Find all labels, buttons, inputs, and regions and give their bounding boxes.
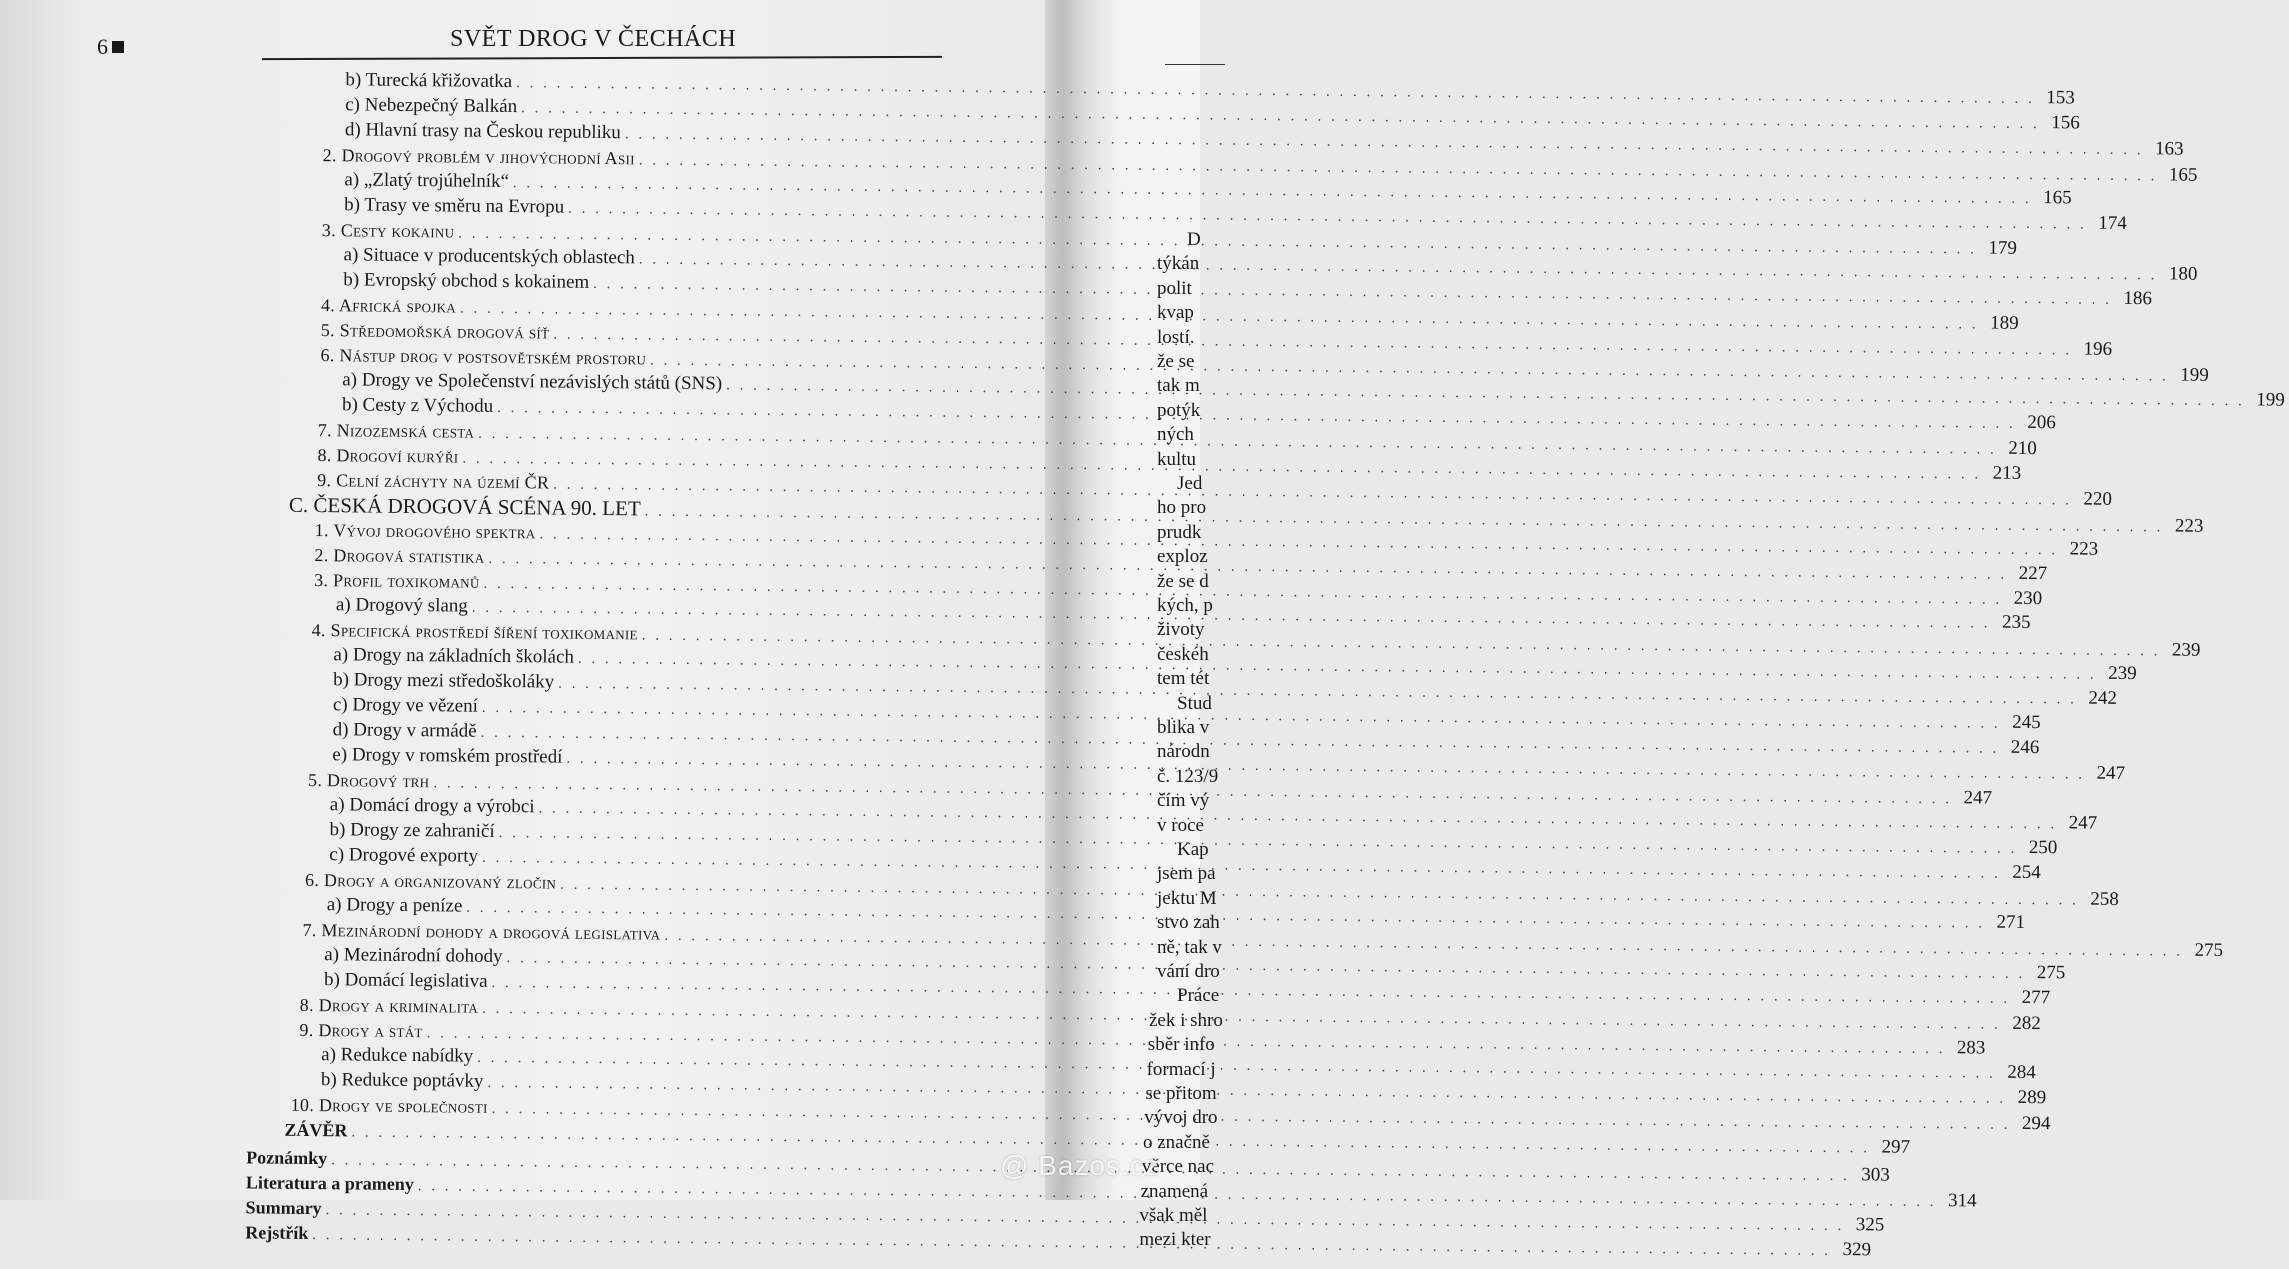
toc-entry-label: d) Hlavní trasy na Českou republiku — [344, 119, 621, 144]
right-page-line: vývoj dro — [1144, 1107, 1218, 1129]
toc-entry-label: a) Domácí drogy a výrobci — [329, 794, 535, 818]
toc-entry-page: 275 — [2036, 962, 2066, 984]
toc-entry-page: 213 — [1992, 462, 2022, 484]
toc-entry-label: b) Turecká křižovatka — [345, 69, 513, 93]
toc-entry-label: 9. Celní záchyty na území ČR — [317, 470, 550, 493]
right-page-line: věrce nac — [1141, 1156, 1215, 1178]
right-page-line: jsem pa — [1157, 863, 1216, 885]
toc-entry-page: 254 — [2012, 861, 2041, 884]
toc-entry-label: a) „Zlatý trojúhelník“ — [344, 169, 510, 193]
toc-entry-page: 275 — [2194, 939, 2224, 962]
right-page-line: blika v — [1157, 717, 1210, 738]
toc-entry-label: c) Nebezpečný Balkán — [345, 94, 518, 118]
right-page-line: tem tét — [1157, 668, 1210, 690]
toc-entry-label: a) Redukce nabídky — [321, 1044, 474, 1067]
toc-entry-label: 1. Vývoj drogového spektra — [314, 520, 536, 543]
toc-entry-label: b) Domácí legislativa — [323, 969, 488, 992]
right-page-line: českéh — [1157, 643, 1209, 665]
right-page-line: ných — [1157, 424, 1194, 446]
toc-entry-page: 258 — [2090, 888, 2119, 910]
toc-entry-page: 199 — [2180, 364, 2209, 386]
toc-entry-label: a) Mezinárodní dohody — [324, 944, 503, 967]
right-page-line: č. 123/9 — [1157, 765, 1219, 787]
toc-entry-page: 247 — [1963, 787, 1993, 809]
toc-entry-label: 8. Drogoví kurýři — [317, 445, 459, 467]
right-page-line: však měl — [1139, 1205, 1208, 1226]
toc-entry-page: 156 — [2051, 112, 2080, 134]
toc-entry-page: 297 — [1881, 1136, 1911, 1158]
toc-entry-page: 206 — [2027, 411, 2056, 434]
right-page-line: jektu M — [1157, 887, 1217, 909]
right-page-line: Stud — [1177, 692, 1212, 714]
right-page-line: že se — [1157, 351, 1195, 372]
right-page-line: vání dro — [1157, 961, 1220, 982]
toc-entry-label: 5. Drogový trh — [307, 769, 430, 792]
toc-entry-page: 289 — [2017, 1086, 2047, 1109]
toc-entry-label: 6. Drogy a organizovaný zločin — [304, 869, 557, 893]
toc-entry-page: 282 — [2012, 1012, 2041, 1035]
toc-entry-page: 230 — [2013, 587, 2043, 610]
toc-entry-page: 303 — [1861, 1164, 1890, 1186]
toc-entry-page: 196 — [2083, 338, 2113, 360]
toc-entry-page: 235 — [2001, 611, 2031, 633]
toc-entry-label: b) Cesty z Východu — [341, 394, 494, 417]
toc-entry-page: 250 — [2028, 836, 2058, 859]
toc-entry-page: 165 — [2043, 187, 2072, 209]
toc-entry-page: 277 — [2021, 986, 2051, 1009]
toc-entry-label: Poznámky — [246, 1147, 328, 1169]
toc-entry-page: 271 — [1996, 911, 2026, 933]
right-page-line: exploz — [1157, 546, 1208, 568]
toc-entry-label: 9. Drogy a stát — [299, 1019, 423, 1042]
toc-entry-label: 2. Drogová statistika — [314, 545, 485, 567]
right-page-line: národn — [1157, 741, 1210, 763]
toc-entry-page: 186 — [2123, 287, 2153, 310]
right-page-line: Jed — [1177, 473, 1203, 494]
toc-entry-page: 283 — [1956, 1037, 1986, 1059]
toc-entry-page: 163 — [2154, 138, 2184, 160]
toc-entry-page: 220 — [2083, 488, 2113, 510]
toc-entry-page: 199 — [2256, 389, 2285, 411]
toc-entry-label: ZÁVĚR — [284, 1119, 348, 1141]
toc-entry-label: C. ČESKÁ DROGOVÁ SCÉNA 90. LET — [288, 492, 641, 521]
toc-entry-page: 223 — [2174, 515, 2204, 537]
toc-entry-label: b) Drogy mezi středoškoláky — [333, 669, 555, 693]
toc-entry-label: a) Drogy na základních školách — [333, 644, 575, 668]
toc-entry-page: 314 — [1947, 1190, 1977, 1212]
toc-entry-page: 189 — [1990, 312, 2019, 334]
toc-entry-page: 325 — [1855, 1214, 1885, 1236]
toc-entry-label: 3. Cesty kokainu — [321, 220, 455, 242]
toc-entry-page: 227 — [2018, 562, 2048, 585]
toc-entry-page: 294 — [2021, 1112, 2051, 1135]
right-page-line: žek i shro — [1149, 1009, 1223, 1031]
toc-entry-label: 5. Středomořská drogová síť — [320, 320, 550, 343]
running-head-title: SVĚT DROG V ČECHÁCH — [450, 26, 737, 52]
right-page-line: kých, p — [1157, 595, 1213, 616]
right-page-line: znamená — [1140, 1180, 1209, 1202]
right-page-line: tak m — [1157, 375, 1200, 397]
right-page-line: polit — [1157, 277, 1192, 299]
right-page-line: potýk — [1157, 399, 1201, 421]
right-page-line: kvap — [1157, 302, 1194, 324]
toc-entry-page: 165 — [2168, 164, 2198, 186]
toc-entry-label: c) Drogy ve vězení — [332, 694, 479, 717]
toc-entry-label: d) Drogy v armádě — [332, 719, 477, 742]
toc-entry-page: 180 — [2168, 263, 2198, 285]
toc-entry-label: Summary — [245, 1197, 322, 1219]
toc-entry-label: a) Drogový slang — [335, 594, 468, 617]
right-page-line: ně, tak v — [1157, 936, 1222, 958]
toc-entry-page: 247 — [2096, 762, 2126, 784]
page-number: 6 — [97, 34, 124, 60]
toc-entry-label: 7. Mezinárodní dohody a drogová legislativa — [302, 919, 661, 944]
right-page-line: Kap — [1177, 839, 1209, 860]
toc-entry-page: 239 — [2171, 639, 2201, 661]
right-page-line: sběr info — [1147, 1034, 1215, 1056]
right-page-line: stvo zah — [1157, 912, 1220, 934]
toc-entry-page: 210 — [2008, 437, 2037, 460]
right-page-line: Práce — [1177, 985, 1220, 1007]
right-page-line: formací j — [1146, 1058, 1216, 1080]
toc-entry-page: 174 — [2098, 212, 2127, 234]
toc-entry-label: a) Drogy ve Společenství nezávislých států (SNS) — [342, 369, 723, 395]
toc-entry-label: 3. Profil toxikomanů — [314, 570, 480, 592]
toc-entry-label: 10. Drogy ve společnosti — [290, 1094, 488, 1117]
toc-entry-label: a) Drogy a peníze — [326, 894, 463, 917]
right-page-line: mezi kter — [1139, 1229, 1211, 1251]
right-page-line: že se d — [1157, 570, 1209, 592]
toc-entry-label: 2. Drogový problém v jihovýchodní Asii — [322, 145, 635, 169]
toc-entry-label: 7. Nizozemská cesta — [317, 420, 475, 442]
right-page-line: prudk — [1157, 521, 1202, 543]
right-page-line: životy — [1157, 619, 1205, 641]
watermark: @ Bazos.cz — [1000, 1150, 1160, 1181]
toc-entry-page: 284 — [2007, 1061, 2036, 1084]
right-page-line: kultu — [1157, 448, 1197, 470]
right-page-line: ho pro — [1157, 497, 1207, 519]
toc-entry-page: 153 — [2046, 87, 2075, 109]
toc-entry-label: 4. Africká spojka — [320, 295, 457, 317]
toc-entry-label: b) Drogy ze zahraničí — [329, 819, 495, 842]
toc-entry-page: 246 — [2010, 736, 2040, 759]
right-page-line: v roce — [1157, 814, 1204, 836]
toc-entry-label: Literatura a prameny — [245, 1172, 414, 1195]
toc-entry-label: e) Drogy v romském prostředí — [332, 744, 563, 768]
right-page-line: se přitom — [1145, 1083, 1217, 1104]
toc-entry-label: b) Evropský obchod s kokainem — [343, 269, 590, 293]
toc-entry-page: 223 — [2069, 538, 2099, 560]
right-page-line: týkán — [1157, 253, 1200, 275]
toc-entry-page: 242 — [2088, 687, 2118, 709]
toc-entry-label: b) Redukce poptávky — [320, 1069, 484, 1092]
toc-entry-page: 329 — [1842, 1239, 1872, 1261]
toc-entry-page: 179 — [1988, 237, 2018, 259]
toc-entry-page: 239 — [2108, 662, 2137, 685]
right-page-line: o značně — [1143, 1131, 1210, 1153]
right-header-rule — [1165, 64, 1225, 65]
right-page-line: D — [1187, 229, 1201, 250]
toc-entry-label: 8. Drogy a kriminalita — [299, 994, 479, 1017]
right-page-line: čím vý — [1157, 790, 1210, 812]
toc-entry-label: c) Drogové exporty — [329, 844, 479, 867]
right-page-line: lostí. — [1157, 326, 1195, 348]
toc-entry-label: 4. Specifická prostředí šíření toxikomanie — [311, 619, 638, 644]
toc-entry-page: 247 — [2068, 812, 2098, 834]
toc-entry-label: a) Situace v producentských oblastech — [343, 244, 635, 269]
toc-entry-page: 245 — [2012, 711, 2041, 734]
toc-entry-label: 6. Nástup drog v postsovětském prostoru — [320, 345, 647, 369]
toc-entry-label: Rejstřík — [245, 1222, 309, 1243]
toc-entry-label: b) Trasy ve směru na Evropu — [344, 194, 565, 218]
